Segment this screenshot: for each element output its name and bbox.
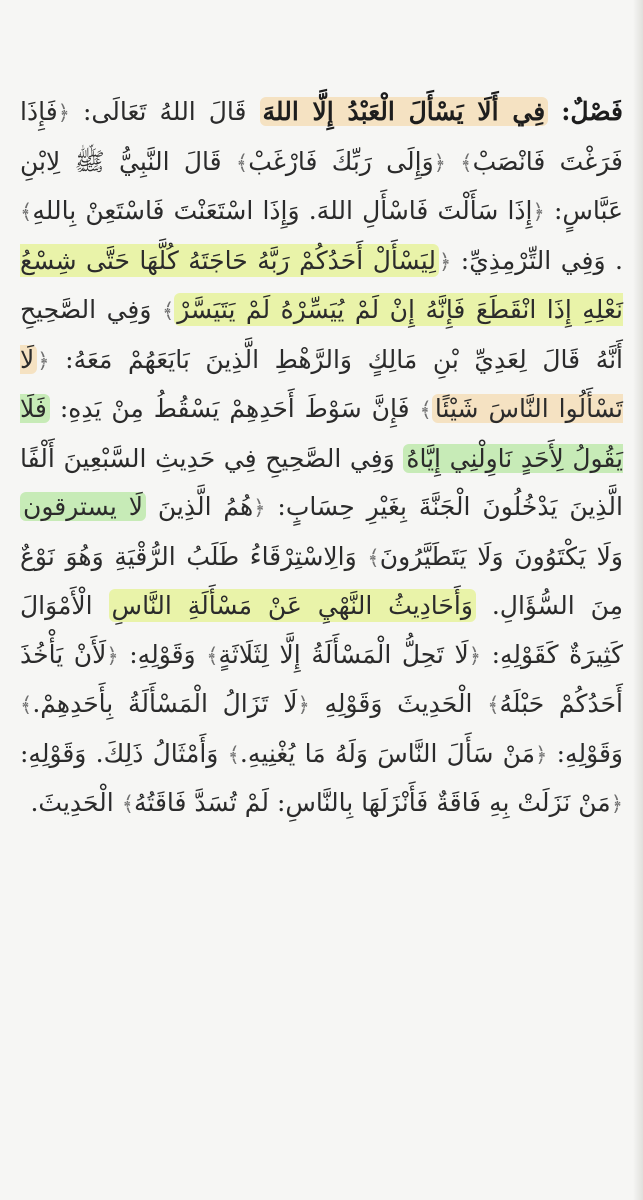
text-span: الْحَدِيثَ. [30, 788, 114, 817]
bracket-open-icon: ﴿ [468, 643, 482, 668]
quran-quote-2: وَإِلَى رَبِّكَ فَارْغَبْ [248, 146, 434, 176]
bracket-open-icon: ﴿ [106, 643, 119, 668]
text-span: وَأَمْثَالُ ذَلِكَ. وَقَوْلِهِ: [20, 738, 219, 768]
text-span: الْأَمْوَالَ كَثِيرَةٌ كَقَوْلِهِ: [20, 591, 623, 669]
page-edge-shadow [633, 0, 643, 1200]
bracket-open-icon: ﴿ [433, 150, 446, 175]
highlight-green-1: فَلَا يَقُولُ لِأَحَدٍ نَاوِلْنِي إِيَّاهُ [20, 394, 624, 473]
bracket-close-icon: ﴾ [20, 693, 33, 717]
text-span: وَقَوْلِهِ: [556, 738, 624, 768]
bracket-open-icon: ﴿ [438, 249, 452, 274]
section-text [20, 88, 623, 829]
hadith-quote-1: إِذَا سَأَلْتَ فَاسْأَلِ اللهَ. وَإِذَا اسْتَعَنْتَ فَاسْتَعِنْ بِاللهِ [32, 196, 533, 225]
bracket-open-icon: ﴿ [610, 792, 623, 816]
bracket-open-icon: ﴿ [57, 101, 70, 125]
bracket-open-icon: ﴿ [535, 742, 548, 767]
bracket-close-icon: ﴾ [235, 150, 249, 175]
highlight-lime-1: لِيَسْأَلْ أَحَدُكُمْ رَبَّهُ حَاجَتَهُ كُلَّهَا حَتَّى شِسْعُ نَعْلِهِ إِذَا انْقَطَعَ فَإِنَّهُ إِنْ لَمْ يُيَسِّرْهُ لَمْ يَتَيَسَّرْ [20, 245, 623, 324]
bracket-open-icon: ﴿ [297, 693, 310, 717]
text-span: الْحَدِيثَ وَقَوْلِهِ [324, 689, 473, 718]
text-span: فَإِنَّ سَوْطَ أَحَدِهِمْ يَسْقُطُ مِنْ يَدِهِ: [59, 394, 410, 423]
text-span: وَقَوْلِهِ: [129, 639, 196, 669]
bracket-close-icon: ﴾ [20, 200, 33, 224]
text-span: . وَفِي التِّرْمِذِيِّ: [460, 245, 624, 275]
hadith-quote-7: مَنْ نَزَلَتْ بِهِ فَاقَةٌ فَأَنْزَلَهَا بِالنَّاسِ: لَمْ تُسَدَّ فَاقَتُهُ [134, 788, 611, 817]
highlight-green-2: لَا يسترقون [20, 492, 146, 521]
text-span: قَالَ النَّبِيُّ ﷺ لِابْنِ عَبَّاسٍ: [20, 146, 624, 225]
hadith-quote-3: لَا تَحِلُّ الْمَسْأَلَةُ إِلَّا لِثَلَاثَةٍ [218, 639, 469, 669]
bracket-close-icon: ﴾ [161, 299, 175, 323]
bracket-close-icon: ﴾ [487, 693, 500, 717]
bracket-open-icon: ﴿ [532, 200, 545, 224]
highlight-lime-2: وَأَحَادِيثُ النَّهْيِ عَنْ مَسْأَلَةِ النَّاسِ [109, 589, 476, 622]
text-span: وَفِي الصَّحِيحِ فِي حَدِيثِ السَّبْعِينَ أَلْفًا الَّذِينَ يَدْخُلُونَ الْجَنَّةَ بِغَيْرِ حِسَابٍ: [20, 443, 623, 521]
section-title: فِي أَلَا يَسْأَلَ الْعَبْدُ إِلَّا اللهَ [260, 97, 549, 126]
bracket-close-icon: ﴾ [419, 398, 432, 422]
text-span: وَالِاسْتِرْقَاءُ طَلَبُ الرُّقْيَةِ وَهُوَ نَوْعٌ مِنَ السُّؤَالِ. [20, 541, 623, 620]
hadith-quote-4: لَأَنْ يَأْخُذَ أَحَدُكُمْ حَبْلَهُ [20, 639, 623, 718]
hadith-quote-6: مَنْ سَأَلَ النَّاسَ وَلَهُ مَا يُغْنِيهِ. [239, 738, 536, 768]
bracket-close-icon: ﴾ [460, 150, 473, 175]
text-span: وَفِي الصَّحِيحِ أَنَّهُ قَالَ لِعَدِيِّ بْنِ مَالِكٍ وَالرَّهْطِ الَّذِينَ بَايَعَهُمْ مَعَهُ: [20, 295, 623, 374]
bracket-open-icon: ﴿ [37, 348, 50, 373]
quran-quote-1: فَإِذَا فَرَغْتَ فَانْصَبْ [20, 97, 623, 176]
bracket-open-icon: ﴿ [253, 496, 266, 520]
bracket-close-icon: ﴾ [121, 792, 134, 816]
hadith-quote-2: هُمُ الَّذِينَ [157, 492, 254, 521]
hadith-quote-2-cont: وَلَا يَكْتَوُونَ وَلَا يَتَطَيَّرُونَ [379, 541, 623, 571]
bracket-close-icon: ﴾ [367, 545, 380, 570]
highlight-orange-2: لَا تَسْأَلُوا النَّاسَ شَيْئًا [20, 344, 623, 423]
bracket-close-icon: ﴾ [227, 742, 240, 767]
hadith-quote-5: لَا تَزَالُ الْمَسْأَلَةُ بِأَحَدِهِمْ. [32, 689, 298, 718]
section-label: فَصْلٌ: [561, 97, 623, 126]
text-span: قَالَ اللهُ تَعَالَى: [82, 97, 247, 126]
bracket-close-icon: ﴾ [206, 643, 219, 668]
